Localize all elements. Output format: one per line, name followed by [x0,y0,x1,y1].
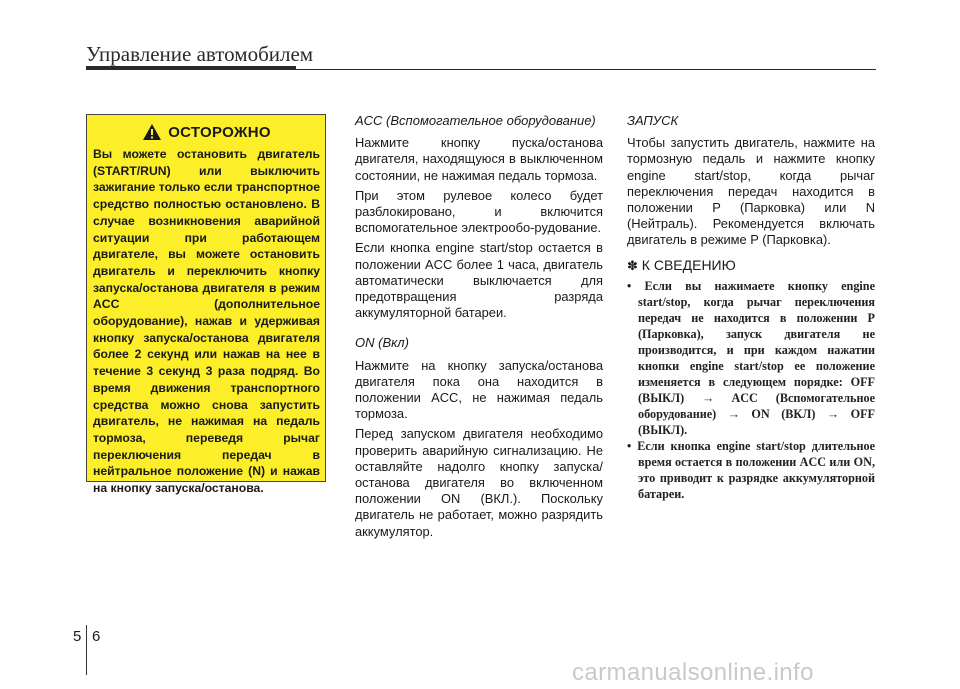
start-heading: ЗАПУСК [627,113,679,128]
info-mark-icon: ✽ [627,257,638,273]
on-heading: ON (Вкл) [355,335,409,351]
watermark: carmanualsonline.info [572,659,814,686]
warning-heading [93,123,320,141]
start-paragraph: Чтобы запустить двигатель, нажмите на тормозную педаль и нажмите кнопку engine start/stop, когда рычаг переключения передач находится в положении P (Парковка) или N (Нейтраль). Рекомендуется включать двигатель в режиме P (Парковка). [627,135,875,248]
acc-heading: ACC (Вспомогательное оборудование) [355,113,596,128]
on-paragraph-2: Перед запуском двигателя необходимо проверить аварийную сигнализацию. Не оставляйте надолго кнопку запуска/останова двигателя во включенном положении ON (ВКЛ.). Поскольку двигатель не работает, можно разрядить аккумулятор. [355,426,603,539]
section-number: 5 [73,628,82,645]
info-heading-label: К СВЕДЕНИЮ [641,256,736,273]
page-number: 6 [92,628,101,645]
middle-column [355,113,603,544]
acc-paragraph-1: Нажмите кнопку пуска/останова двигателя, находящуюся в выключенном состоянии, не нажимая педаль тормоза. [355,135,603,183]
warning-box [86,114,326,496]
warning-title: ОСТОРОЖНО [168,123,271,141]
acc-paragraph-3: Если кнопка engine start/stop остается в положении ACC более 1 часа, двигатель автоматически выключается для предотвращения разряда аккумуляторной батареи. [355,240,603,321]
right-column [627,113,875,502]
info-bullet-list [627,278,875,502]
info-heading [627,257,875,274]
warning-text: Вы можете остановить двигатель (START/RUN) или выключить зажигание только если транспортное средство полностью остановлено. В случае возникновения аварийной ситуации при работающем двигателе, вы можете остановить двигатель и переключить кнопку запуска/останова двигателя в режим ACC (дополнительное оборудование), нажав и удерживая кнопку запуска/останова двигателя более 2 секунд или нажав на нее в течение 3 секунд 3 раза подряд. Во время движения транспортного средства можно снова запустить двигатель, не нажимая на педаль тормоза, переведя рычаг переключения передач в нейтральное положение (N) и нажав на кнопку запуска/останова. [93,147,320,496]
on-paragraph-1: Нажмите на кнопку запуска/останова двигателя пока она находится в положении ACC, не нажимая педаль тормоза. [355,357,603,422]
info-bullet-2: • Если кнопка engine start/stop длительное время остается в положении ACC или ON, это приводит к разрядке аккумуляторной батареи. [627,438,875,501]
warning-triangle-icon [142,123,162,141]
header-rule-thin [86,69,876,70]
acc-paragraph-2: При этом рулевое колесо будет разблокировано, и включится вспомогательное электрообо-рудование. [355,187,603,236]
page-number-rule [86,625,87,675]
page-header-title: Управление автомобилем [86,42,314,66]
info-bullet-1: • Если вы нажимаете кнопку engine start/stop, когда рычаг переключения передач не находится в положении P (Парковка), запуск двигателя не производится, и при каждом нажатии кнопки engine start/stop ее положение изменяется в следующем порядке: OFF (ВЫКЛ) → ACC (Вспомогательное оборудование) → ON (ВКЛ) → OFF (ВЫКЛ). [627,278,875,437]
